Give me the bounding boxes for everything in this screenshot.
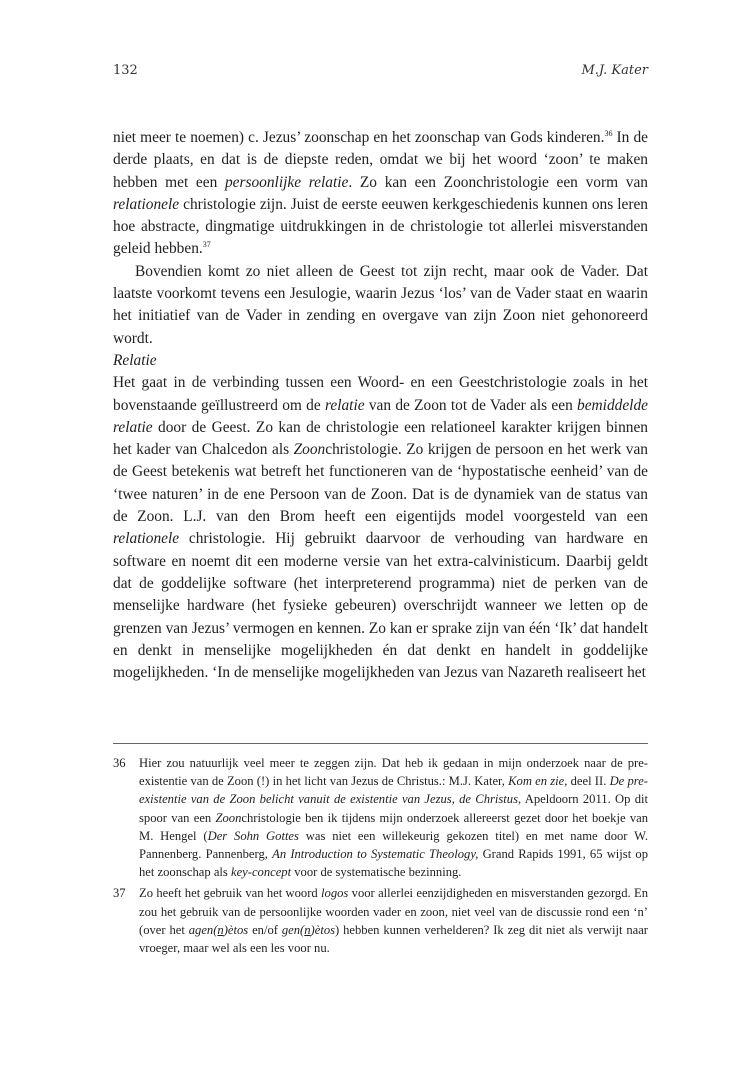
paragraph-3: Het gaat in de verbinding tussen een Woord- en een Geestchristologie zoals in het bovenstaande geïllustreerd om de relatie van de Zoon tot de Vader als een bemiddelde relatie door de Geest. Zo kan de christologie een relationeel karakter krijgen binnen het kader van Chalcedon als Zoonchristologie. Zo krijgen de persoon en het werk van de Geest betekenis wat betreft het functioneren van de ‘hypostatische eenheid’ van de ‘twee naturen’ in de ene Persoon van de Zoon. Dat is de dynamiek van de status van de Zoon. L.J. van den Brom heeft een eigentijds model voorgesteld van een relationele christologie. Hij gebruikt daarvoor de verhouding van hardware en software en noemt dit een moderne versie van het extra-calvinisticum. Daarbij geldt dat de goddelijke software (het interpreterend programma) niet de perken van de menselijke hardware (het fysieke gebeuren) overschrijdt wanneer we letten op de grenzen van Jezus’ vermogen en kennen. Zo kan er sprake zijn van één ‘Ik’ dat handelt en denkt in menselijke mogelijkheden én dat denkt en handelt in goddelijke mogelijkheden. ‘In de menselijke mogelijkheden van Jezus van Nazareth realiseert het bbox=[113, 374, 648, 682]
paragraph-2: Bovendien komt zo niet alleen de Geest tot zijn recht, maar ook de Vader. Dat laatste voorkomt tevens een Jesulogie, waarin Jezus ‘los’ van de Vader staat en waarin het initiatief van de Vader in zending en overgave van zijn Zoon niet gehonoreerd wordt. bbox=[113, 262, 648, 347]
footnotes bbox=[113, 754, 648, 960]
section-title: Relatie bbox=[113, 351, 157, 369]
body-text bbox=[113, 127, 648, 684]
footnote-divider bbox=[113, 743, 648, 744]
footnote-36 bbox=[113, 754, 648, 881]
paragraph-1: niet meer te noemen) c. Jezus’ zoonschap en het zoonschap van Gods kinderen.$^{36}$ In de derde plaats, en dat is de diepste reden, omdat we bij het woord ‘zoon’ te maken hebben met een persoonlijke relatie. Zo kan een Zoonchristologie een vorm van relationele christologie zijn. Juist de eerste eeuwen kerkgeschiedenis kunnen ons leren hoe abstracte, dingmatige uitdrukkingen in de christologie tot allerlei misverstanden geleid hebben.$^{37}$ bbox=[113, 128, 648, 258]
page-number: 132 bbox=[113, 63, 138, 78]
footnote-text: Zo heeft het gebruik van het woord logos voor allerlei eenzijdigheden en misverstanden gezorgd. En zou het gebruik van de persoonlijke woorden vader en zoon, niet veel van de discussie rond een ‘n’ (over het agen(n)ètos en/of gen(n)ètos) hebben kunnen verhelderen? Ik zeg dit niet als verwijt naar vroeger, maar wel als een les voor nu. bbox=[139, 886, 648, 956]
running-head-author: M.J. Kater bbox=[581, 63, 648, 78]
footnote-number: 37 bbox=[113, 886, 126, 901]
footnote-text: Hier zou natuurlijk veel meer te zeggen zijn. Dat heb ik gedaan in mijn onderzoek naar de pre-existentie van de Zoon (!) in het licht van Jezus de Christus.: M.J. Kater, Kom en zie, deel II. De pre-existentie van de Zoon belicht vanuit de existentie van Jezus, de Christus, Apeldoorn 2011. Op dit spoor van een Zoonchristologie ben ik tijdens mijn onderzoek allereerst gezet door het boekje van M. Hengel (Der Sohn Gottes was niet een willekeurig gekozen titel) en met name door W. Pannenberg. Pannenberg, An Introduction to Systematic Theology, Grand Rapids 1991, 65 wijst op het zoonschap als key-concept voor de systematische bezinning. bbox=[139, 756, 648, 880]
footnote-number: 36 bbox=[113, 756, 126, 770]
footnote-ref-37[interactable]: 37 bbox=[202, 240, 211, 250]
footnote-ref-36[interactable]: 36 bbox=[604, 128, 613, 138]
footnote-37 bbox=[113, 884, 648, 957]
